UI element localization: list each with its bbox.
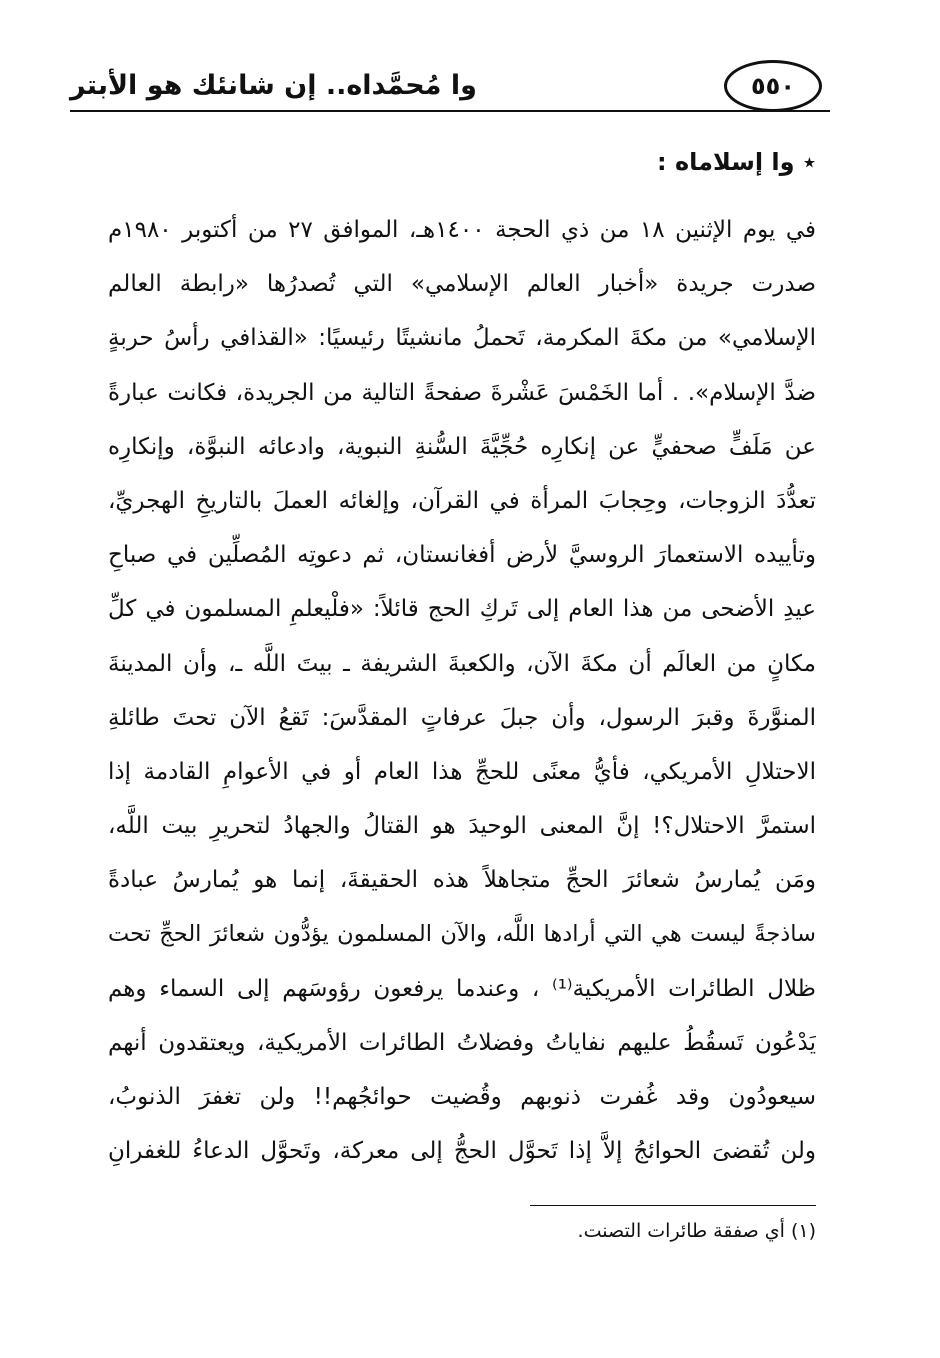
body-line: سيعودُون وقد غُفرت ذنوبهم وقُضيت حوائجُهم!! ولن تغفرَ الذنوبُ، — [108, 1084, 816, 1110]
body-line: في يوم الإثنين ١٨ من ذي الحجة ١٤٠٠هـ، الموافق ٢٧ من أكتوبر ١٩٨٠م — [108, 217, 816, 243]
section-heading: ٭ وا إسلاماه : — [657, 148, 816, 176]
body-line: عن مَلَفٍّ صحفيٍّ عن إنكارِه حُجِّيَّةَ السُّنةِ النبوية، وادعائه النبوَّة، وإنكارِه — [108, 433, 816, 460]
body-line: عيدِ الأضحى من هذا العام إلى تَركِ الحج قائلاً: «فلْيعلمِ المسلمون في كلِّ — [108, 596, 816, 623]
body-line: ومَن يُمارسُ شعائرَ الحجِّ متجاهلاً هذه الحقيقةَ، إنما هو يُمارسُ عبادةً — [108, 867, 816, 894]
header-rule — [70, 110, 830, 112]
body-line: الاحتلالِ الأمريكي، فأيُّ معنًى للحجِّ هذا العام أو في الأعوامِ القادمة إذا — [108, 758, 816, 785]
body-line: ولن تُقضىَ الحوائجُ إلاَّ إذا تَحوَّل الحجُّ إلى معركة، وتَحوَّل الدعاءُ للغفرانِ — [108, 1138, 816, 1165]
body-line: وتأييده الاستعمارَ الروسيَّ لأرض أفغانستان، ثم دعوتِه المُصلِّين في صباحِ — [108, 542, 816, 569]
body-line: صدرت جريدة «أخبار العالم الإسلامي» التي تُصدرُها «رابطة العالم — [108, 271, 816, 298]
body-line: استمرَّ الاحتلال؟! إنَّ المعنى الوحيدَ هو القتالُ والجهادُ لتحريرِ بيت اللَّه، — [108, 813, 816, 840]
footnote-separator — [530, 1205, 816, 1206]
body-line: المنوَّرةَ وقبرَ الرسول، وأن جبلَ عرفاتٍ المقدَّسَ: تَقعُ الآن تحتَ طائلةِ — [108, 704, 816, 731]
body-line: الإسلامي» من مكةَ المكرمة، تَحملُ مانشيتًا رئيسيًا: «القذافي رأسُ حربةٍ — [108, 325, 816, 352]
running-header — [70, 58, 830, 118]
page-number: ٥٥٠ — [724, 60, 822, 112]
body-line: مكانٍ من العالَم أن مكةَ الآن، والكعبةَ الشريفة ـ بيتَ اللَّه ـ، وأن المدينةَ — [108, 650, 816, 677]
header-title: وا مُحمَّداه.. إن شانئك هو الأبتر — [70, 70, 477, 101]
body-text — [108, 203, 816, 1178]
body-line: ضدَّ الإسلام». . أما الخَمْسَ عَشْرةَ صفحةً التالية من الجريدة، فكانت عبارةً — [108, 379, 816, 406]
body-line: ساذجةً ليست هي التي أرادها اللَّه، والآن المسلمون يؤدُّون شعائرَ الحجِّ تحت — [108, 921, 816, 948]
body-line: يَدْعُون تَسقُطُ عليهم نفاياتُ وفضلاتُ الطائرات الأمريكية، ويعتقدون أنهم — [108, 1029, 816, 1056]
footnote: (١) أي صفقة طائرات التصنت. — [577, 1220, 816, 1242]
body-line: تعدُّدَ الزوجات، وحِجابَ المرأة في القرآن، وإلغائه العملَ بالتاريخِ الهجريِّ، — [108, 487, 816, 514]
body-line: ظلال الطائرات الأمريكية⁽¹⁾ ، وعندما يرفعون رؤوسَهم إلى السماء وهم — [108, 975, 816, 1002]
